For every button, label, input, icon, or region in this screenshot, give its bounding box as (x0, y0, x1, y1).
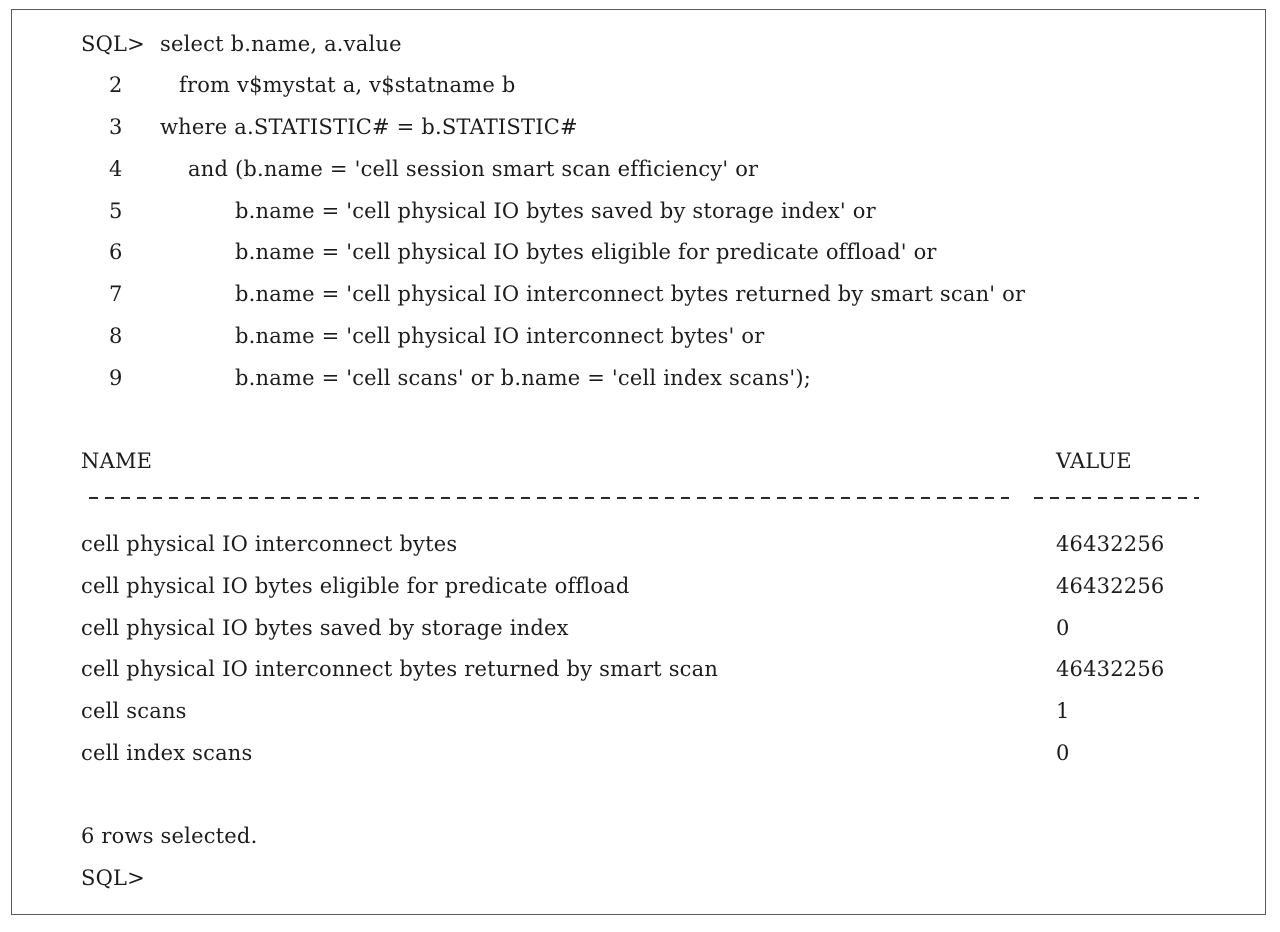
line-number: 4 (109, 157, 123, 181)
result-row-name: cell physical IO bytes saved by storage index (81, 616, 569, 640)
result-row-name: cell index scans (81, 741, 253, 765)
column-header-name: NAME (81, 449, 153, 473)
query-line: where a.STATISTIC# = b.STATISTIC# (160, 115, 578, 139)
query-line: b.name = 'cell physical IO interconnect bytes' or (235, 324, 765, 348)
result-row-value: 46432256 (1056, 574, 1165, 598)
result-row-name: cell scans (81, 699, 187, 723)
query-line: b.name = 'cell physical IO bytes eligible for predicate offload' or (235, 240, 937, 264)
line-number: 9 (109, 366, 123, 390)
query-line: b.name = 'cell scans' or b.name = 'cell index scans'); (235, 366, 812, 390)
result-row-value: 1 (1056, 699, 1070, 723)
rows-selected-message: 6 rows selected. (81, 824, 258, 848)
header-underline-value (1034, 497, 1199, 499)
line-number: 3 (109, 115, 123, 139)
sql-prompt-final: SQL> (81, 866, 145, 890)
query-line-1: select b.name, a.value (160, 32, 402, 56)
result-row-value: 0 (1056, 616, 1070, 640)
query-line: b.name = 'cell physical IO interconnect bytes returned by smart scan' or (235, 282, 1026, 306)
line-number: 5 (109, 199, 123, 223)
header-underline-name (89, 497, 1009, 499)
query-line: and (b.name = 'cell session smart scan efficiency' or (188, 157, 759, 181)
result-row-name: cell physical IO interconnect bytes (81, 532, 458, 556)
line-number: 7 (109, 282, 123, 306)
result-row-name: cell physical IO bytes eligible for predicate offload (81, 574, 630, 598)
line-number: 6 (109, 240, 123, 264)
result-row-value: 46432256 (1056, 532, 1165, 556)
line-number: 8 (109, 324, 123, 348)
line-number: 2 (109, 73, 123, 97)
query-line: from v$mystat a, v$statname b (179, 73, 516, 97)
result-row-value: 0 (1056, 741, 1070, 765)
result-row-name: cell physical IO interconnect bytes returned by smart scan (81, 657, 719, 681)
sql-prompt: SQL> (81, 32, 145, 56)
result-row-value: 46432256 (1056, 657, 1165, 681)
query-line: b.name = 'cell physical IO bytes saved by storage index' or (235, 199, 876, 223)
column-header-value: VALUE (1056, 449, 1132, 473)
